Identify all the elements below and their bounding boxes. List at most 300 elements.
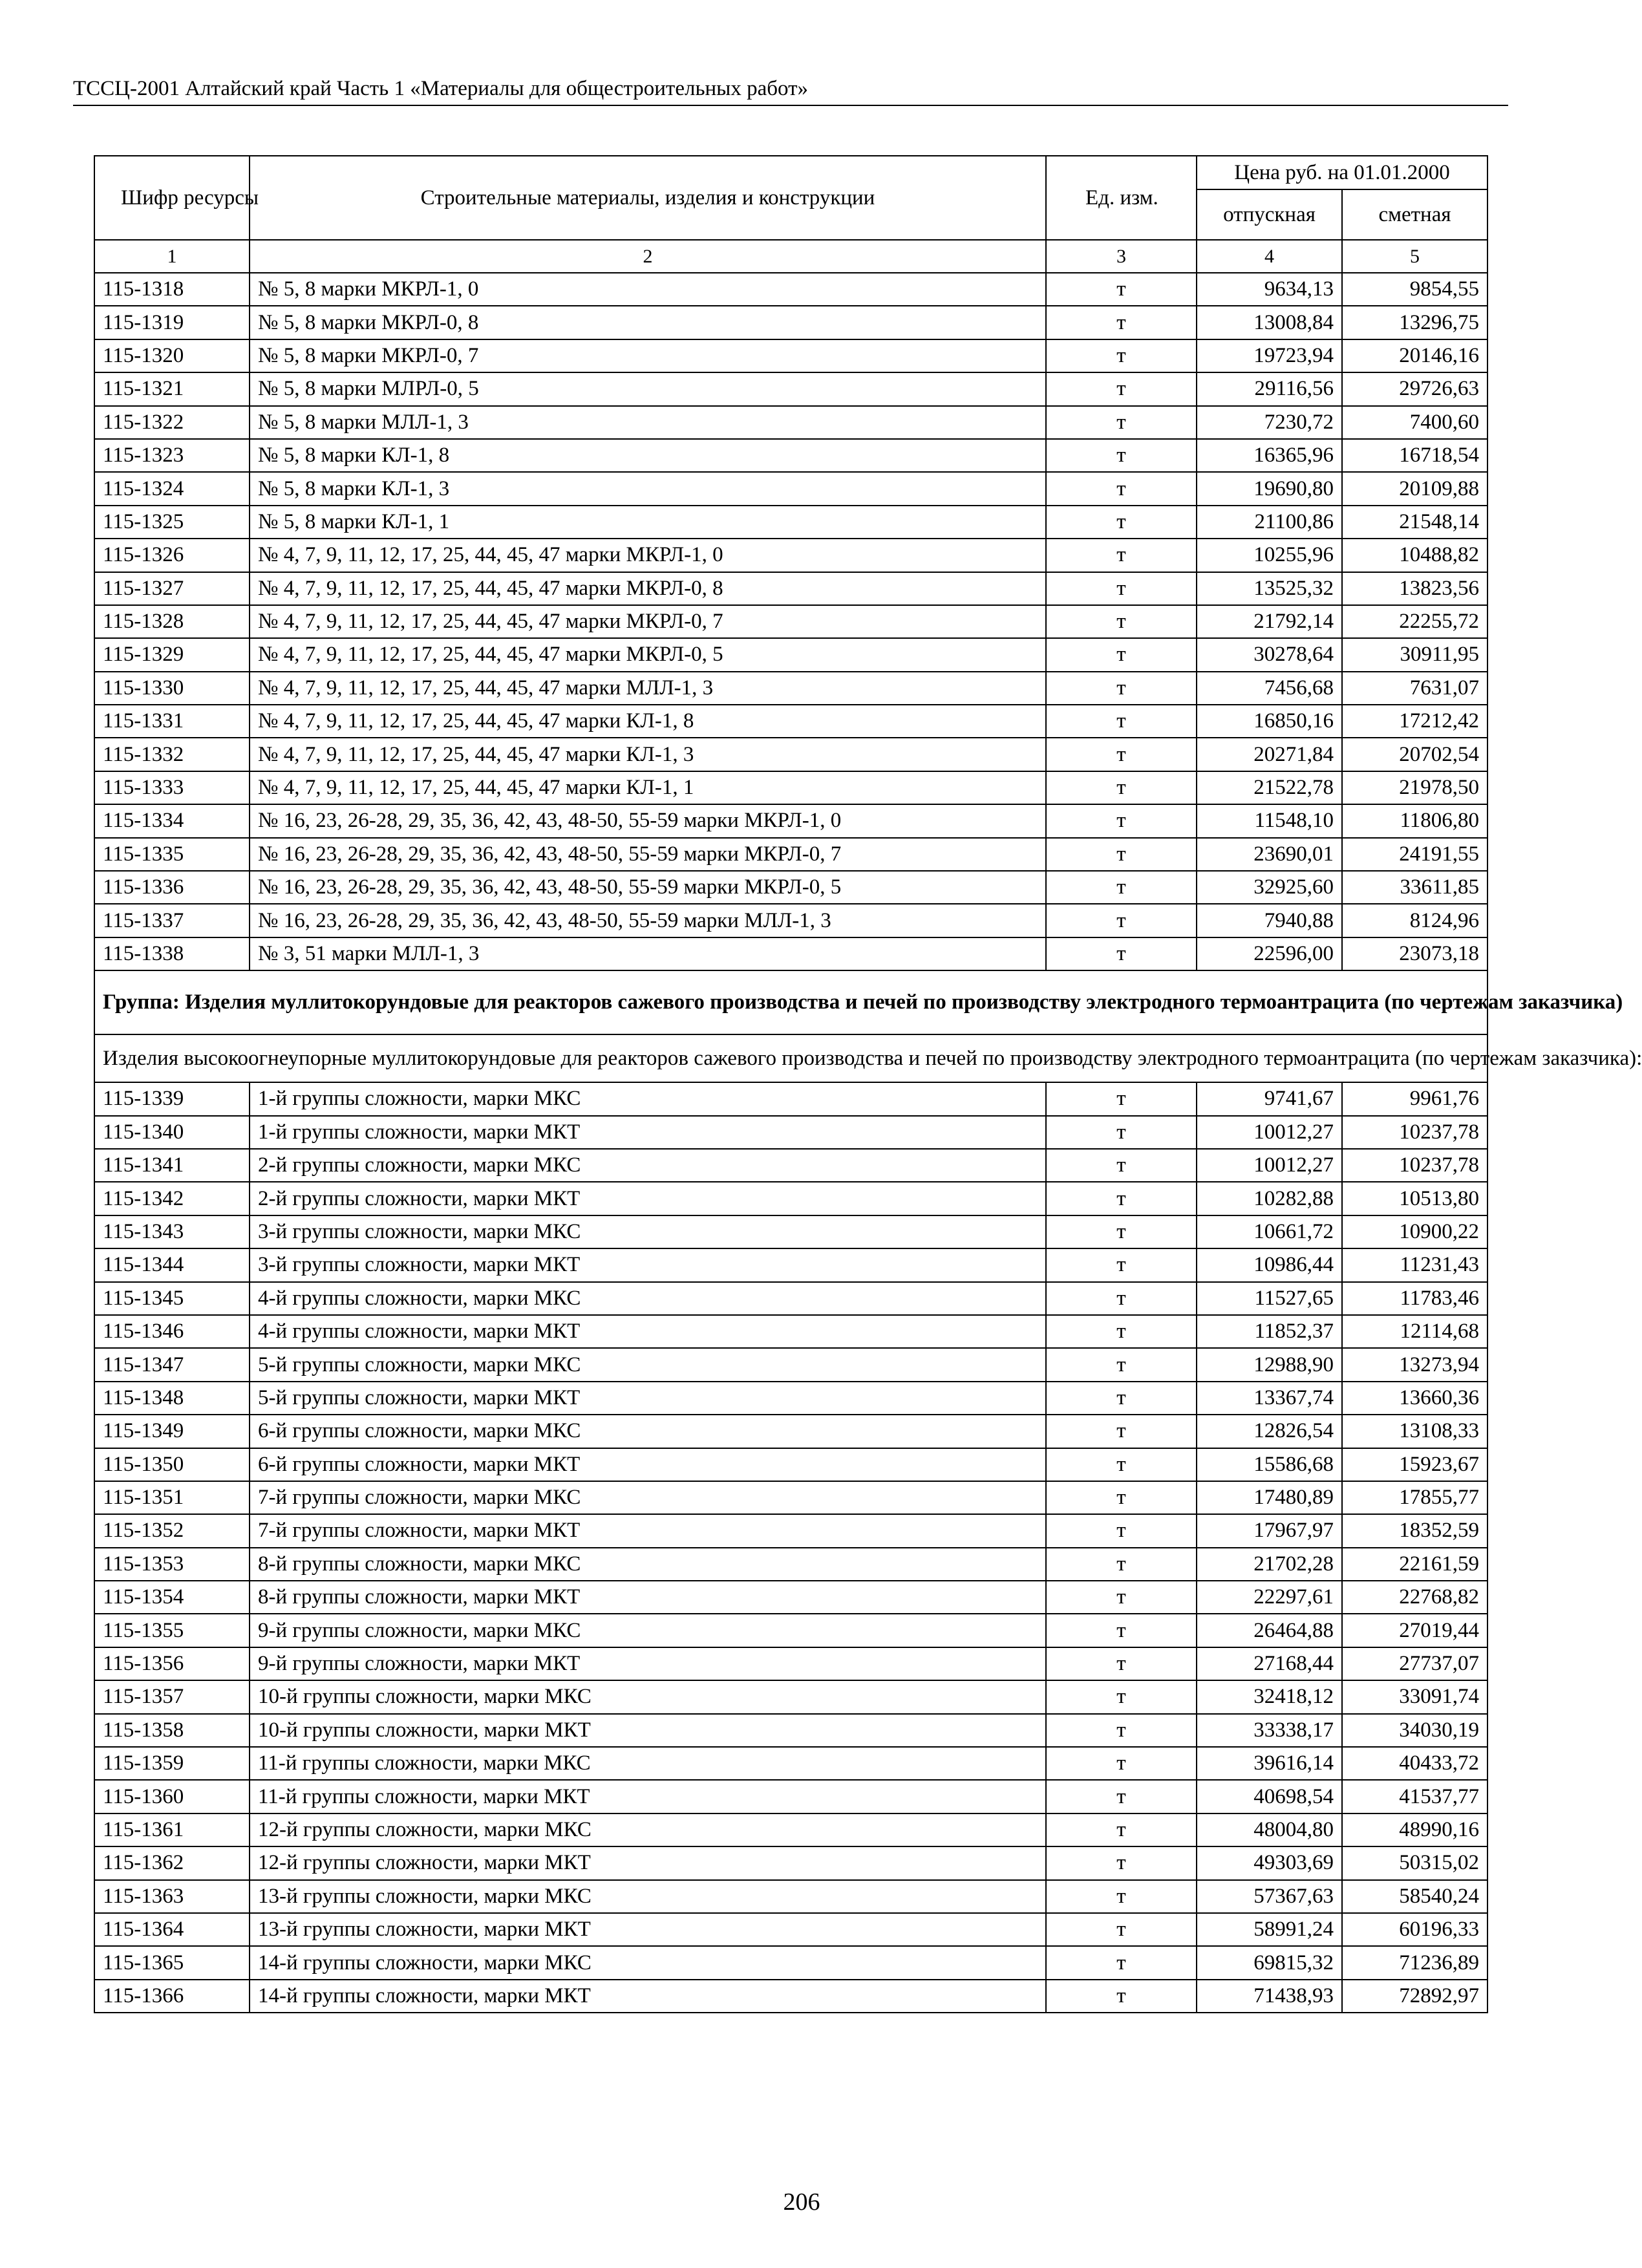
unit-cell: т [1046,539,1197,572]
unit-cell: т [1046,1248,1197,1281]
resource-code: 115-1366 [94,1980,250,2013]
resource-code: 115-1349 [94,1415,250,1448]
document-title: ТССЦ-2001 Алтайский край Часть 1 «Материалы для общестроительных работ» [73,77,809,100]
table-row [94,1116,1487,1149]
table-row [94,439,1487,472]
resource-code: 115-1343 [94,1215,250,1248]
material-name: 13-й группы сложности, марки МКТ [250,1913,1046,1946]
material-name: № 4, 7, 9, 11, 12, 17, 25, 44, 45, 47 марки МЛЛ-1, 3 [250,672,1046,705]
estimate-price: 7631,07 [1342,672,1487,705]
estimate-price: 13660,36 [1342,1382,1487,1415]
table-row [94,1846,1487,1879]
page-number: 206 [783,2188,820,2216]
resource-code: 115-1328 [94,605,250,638]
unit-cell: т [1046,937,1197,970]
material-name: № 16, 23, 26-28, 29, 35, 36, 42, 43, 48-50, 55-59 марки МКРЛ-0, 5 [250,871,1046,904]
table-row [94,871,1487,904]
estimate-price: 18352,59 [1342,1514,1487,1547]
estimate-price: 29726,63 [1342,372,1487,405]
material-name: № 5, 8 марки МЛЛ-1, 3 [250,406,1046,439]
release-price: 19690,80 [1197,472,1342,505]
estimate-price: 17212,42 [1342,705,1487,738]
material-name: № 16, 23, 26-28, 29, 35, 36, 42, 43, 48-50, 55-59 марки МКРЛ-1, 0 [250,804,1046,837]
estimate-price: 21548,14 [1342,506,1487,539]
table-row [94,771,1487,804]
estimate-price: 11806,80 [1342,804,1487,837]
table-row [94,1614,1487,1647]
estimate-price: 20146,16 [1342,339,1487,372]
release-price: 23690,01 [1197,838,1342,871]
estimate-price: 33611,85 [1342,871,1487,904]
resource-code: 115-1347 [94,1348,250,1381]
table-row [94,1714,1487,1747]
resource-code: 115-1363 [94,1880,250,1913]
table-row [94,1647,1487,1680]
resource-code: 115-1341 [94,1149,250,1182]
unit-cell: т [1046,1282,1197,1315]
release-price: 22297,61 [1197,1581,1342,1614]
estimate-price: 7400,60 [1342,406,1487,439]
release-price: 16365,96 [1197,439,1342,472]
column-number: 1 [94,240,250,273]
material-name: № 16, 23, 26-28, 29, 35, 36, 42, 43, 48-50, 55-59 марки МКРЛ-0, 7 [250,838,1046,871]
material-name: 9-й группы сложности, марки МКС [250,1614,1046,1647]
release-price: 13367,74 [1197,1382,1342,1415]
resource-code: 115-1323 [94,439,250,472]
material-name: 14-й группы сложности, марки МКТ [250,1980,1046,2013]
unit-cell: т [1046,672,1197,705]
table-row [94,1514,1487,1547]
col-header-code: Шифр ресурсы [94,156,250,240]
table-row [94,572,1487,605]
material-name: 12-й группы сложности, марки МКТ [250,1846,1046,1879]
resource-code: 115-1364 [94,1913,250,1946]
unit-cell: т [1046,439,1197,472]
material-name: 2-й группы сложности, марки МКС [250,1149,1046,1182]
resource-code: 115-1356 [94,1647,250,1680]
table-row [94,1548,1487,1581]
table-row [94,705,1487,738]
column-number: 4 [1197,240,1342,273]
unit-cell: т [1046,339,1197,372]
unit-cell: т [1046,804,1197,837]
unit-cell: т [1046,605,1197,638]
estimate-price: 13273,94 [1342,1348,1487,1381]
estimate-price: 11783,46 [1342,1282,1487,1315]
resource-code: 115-1340 [94,1116,250,1149]
table-row [94,539,1487,572]
release-price: 32925,60 [1197,871,1342,904]
release-price: 30278,64 [1197,638,1342,671]
unit-cell: т [1046,1813,1197,1846]
material-name: 3-й группы сложности, марки МКТ [250,1248,1046,1281]
table-row [94,1082,1487,1115]
resource-code: 115-1337 [94,904,250,937]
unit-cell: т [1046,572,1197,605]
material-name: № 5, 8 марки МКРЛ-0, 7 [250,339,1046,372]
estimate-price: 30911,95 [1342,638,1487,671]
table-row [94,1980,1487,2013]
resource-code: 115-1354 [94,1581,250,1614]
col-header-release: отпускная [1197,189,1342,240]
release-price: 33338,17 [1197,1714,1342,1747]
estimate-price: 13108,33 [1342,1415,1487,1448]
col-header-name: Строительные материалы, изделия и конструкции [250,156,1046,240]
table-row [94,672,1487,705]
resource-code: 115-1320 [94,339,250,372]
estimate-price: 60196,33 [1342,1913,1487,1946]
resource-code: 115-1350 [94,1448,250,1481]
release-price: 26464,88 [1197,1614,1342,1647]
resource-code: 115-1348 [94,1382,250,1415]
col-header-unit: Ед. изм. [1046,156,1197,240]
unit-cell: т [1046,1980,1197,2013]
unit-cell: т [1046,306,1197,339]
table-row [94,937,1487,970]
table-row [94,605,1487,638]
table-row [94,1481,1487,1514]
estimate-price: 22161,59 [1342,1548,1487,1581]
material-name: 2-й группы сложности, марки МКТ [250,1182,1046,1215]
resource-code: 115-1318 [94,273,250,306]
unit-cell: т [1046,1647,1197,1680]
table-row [94,1880,1487,1913]
resource-code: 115-1322 [94,406,250,439]
release-price: 21702,28 [1197,1548,1342,1581]
unit-cell: т [1046,1714,1197,1747]
resource-code: 115-1329 [94,638,250,671]
estimate-price: 16718,54 [1342,439,1487,472]
unit-cell: т [1046,1348,1197,1381]
table-row [94,306,1487,339]
unit-cell: т [1046,1315,1197,1348]
unit-cell: т [1046,372,1197,405]
release-price: 39616,14 [1197,1747,1342,1780]
material-name: 8-й группы сложности, марки МКТ [250,1581,1046,1614]
resource-code: 115-1319 [94,306,250,339]
release-price: 13525,32 [1197,572,1342,605]
resource-code: 115-1353 [94,1548,250,1581]
material-name: № 5, 8 марки МКРЛ-1, 0 [250,273,1046,306]
unit-cell: т [1046,838,1197,871]
table-row [94,506,1487,539]
estimate-price: 50315,02 [1342,1846,1487,1879]
estimate-price: 22768,82 [1342,1581,1487,1614]
unit-cell: т [1046,904,1197,937]
release-price: 16850,16 [1197,705,1342,738]
material-name: 4-й группы сложности, марки МКТ [250,1315,1046,1348]
table-row [94,472,1487,505]
estimate-price: 41537,77 [1342,1780,1487,1813]
release-price: 22596,00 [1197,937,1342,970]
resource-code: 115-1331 [94,705,250,738]
unit-cell: т [1046,1382,1197,1415]
estimate-price: 58540,24 [1342,1880,1487,1913]
release-price: 11548,10 [1197,804,1342,837]
release-price: 9741,67 [1197,1082,1342,1115]
table-row [94,1913,1487,1946]
unit-cell: т [1046,771,1197,804]
resource-code: 115-1326 [94,539,250,572]
release-price: 21792,14 [1197,605,1342,638]
resource-code: 115-1327 [94,572,250,605]
resource-code: 115-1346 [94,1315,250,1348]
estimate-price: 10237,78 [1342,1149,1487,1182]
estimate-price: 27737,07 [1342,1647,1487,1680]
unit-cell: т [1046,738,1197,771]
resource-code: 115-1342 [94,1182,250,1215]
material-name: 14-й группы сложности, марки МКС [250,1946,1046,1979]
release-price: 29116,56 [1197,372,1342,405]
table-row [94,838,1487,871]
material-name: 5-й группы сложности, марки МКТ [250,1382,1046,1415]
material-name: 12-й группы сложности, марки МКС [250,1813,1046,1846]
release-price: 7456,68 [1197,672,1342,705]
price-table [94,155,1642,2013]
unit-cell: т [1046,705,1197,738]
estimate-price: 9961,76 [1342,1082,1487,1115]
estimate-price: 34030,19 [1342,1714,1487,1747]
table-row [94,1149,1487,1182]
release-price: 58991,24 [1197,1913,1342,1946]
table-row [94,406,1487,439]
group-description: Изделия высокоогнеупорные муллитокорундовые для реакторов сажевого производства и печей по производству электродного термоантрацита (по чертежам заказчика): [94,1034,1487,1082]
estimate-price: 13296,75 [1342,306,1487,339]
unit-cell: т [1046,1780,1197,1813]
unit-cell: т [1046,406,1197,439]
unit-cell: т [1046,273,1197,306]
release-price: 20271,84 [1197,738,1342,771]
column-number: 2 [250,240,1046,273]
resource-code: 115-1324 [94,472,250,505]
table-row [94,1182,1487,1215]
release-price: 10282,88 [1197,1182,1342,1215]
estimate-price: 17855,77 [1342,1481,1487,1514]
resource-code: 115-1332 [94,738,250,771]
material-name: № 4, 7, 9, 11, 12, 17, 25, 44, 45, 47 марки МКРЛ-0, 8 [250,572,1046,605]
unit-cell: т [1046,1182,1197,1215]
table-row [94,372,1487,405]
release-price: 32418,12 [1197,1680,1342,1713]
estimate-price: 10513,80 [1342,1182,1487,1215]
column-number: 3 [1046,240,1197,273]
material-name: № 4, 7, 9, 11, 12, 17, 25, 44, 45, 47 марки КЛ-1, 8 [250,705,1046,738]
release-price: 27168,44 [1197,1647,1342,1680]
release-price: 10986,44 [1197,1248,1342,1281]
release-price: 9634,13 [1197,273,1342,306]
estimate-price: 20702,54 [1342,738,1487,771]
resource-code: 115-1330 [94,672,250,705]
resource-code: 115-1362 [94,1846,250,1879]
estimate-price: 21978,50 [1342,771,1487,804]
estimate-price: 20109,88 [1342,472,1487,505]
table-row [94,1415,1487,1448]
release-price: 12826,54 [1197,1415,1342,1448]
table-row [94,1282,1487,1315]
resource-code: 115-1339 [94,1082,250,1115]
estimate-price: 23073,18 [1342,937,1487,970]
resource-code: 115-1338 [94,937,250,970]
table-row [94,1813,1487,1846]
estimate-price: 15923,67 [1342,1448,1487,1481]
unit-cell: т [1046,1880,1197,1913]
material-name: № 5, 8 марки МКРЛ-0, 8 [250,306,1046,339]
material-name: 6-й группы сложности, марки МКТ [250,1448,1046,1481]
material-name: 1-й группы сложности, марки МКС [250,1082,1046,1115]
table-row [94,1448,1487,1481]
table-row [94,1747,1487,1780]
group-title: Группа: Изделия муллитокорундовые для реакторов сажевого производства и печей по производству электродного термоантрацита (по чертежам заказчика) [94,970,1487,1034]
release-price: 40698,54 [1197,1780,1342,1813]
resource-code: 115-1325 [94,506,250,539]
material-name: 10-й группы сложности, марки МКС [250,1680,1046,1713]
material-name: 13-й группы сложности, марки МКС [250,1880,1046,1913]
material-name: № 4, 7, 9, 11, 12, 17, 25, 44, 45, 47 марки КЛ-1, 1 [250,771,1046,804]
release-price: 17967,97 [1197,1514,1342,1547]
unit-cell: т [1046,638,1197,671]
group-row [94,970,1487,1034]
table-row [94,1946,1487,1979]
estimate-price: 13823,56 [1342,572,1487,605]
estimate-price: 71236,89 [1342,1946,1487,1979]
unit-cell: т [1046,506,1197,539]
material-name: № 3, 51 марки МЛЛ-1, 3 [250,937,1046,970]
estimate-price: 33091,74 [1342,1680,1487,1713]
material-name: 9-й группы сложности, марки МКТ [250,1647,1046,1680]
release-price: 21100,86 [1197,506,1342,539]
table-row [94,638,1487,671]
unit-cell: т [1046,1581,1197,1614]
unit-cell: т [1046,1548,1197,1581]
resource-code: 115-1321 [94,372,250,405]
unit-cell: т [1046,1680,1197,1713]
release-price: 7940,88 [1197,904,1342,937]
resource-code: 115-1344 [94,1248,250,1281]
material-name: № 4, 7, 9, 11, 12, 17, 25, 44, 45, 47 марки МКРЛ-0, 5 [250,638,1046,671]
release-price: 17480,89 [1197,1481,1342,1514]
resource-code: 115-1345 [94,1282,250,1315]
material-name: 11-й группы сложности, марки МКТ [250,1780,1046,1813]
col-header-estimate: сметная [1342,189,1487,240]
header-row [94,156,1487,189]
estimate-price: 22255,72 [1342,605,1487,638]
estimate-price: 9854,55 [1342,273,1487,306]
release-price: 10012,27 [1197,1116,1342,1149]
material-name: 5-й группы сложности, марки МКС [250,1348,1046,1381]
material-name: № 16, 23, 26-28, 29, 35, 36, 42, 43, 48-50, 55-59 марки МЛЛ-1, 3 [250,904,1046,937]
release-price: 7230,72 [1197,406,1342,439]
unit-cell: т [1046,1481,1197,1514]
material-name: 3-й группы сложности, марки МКС [250,1215,1046,1248]
col-header-price: Цена руб. на 01.01.2000 [1197,156,1487,189]
table-row [94,1680,1487,1713]
estimate-price: 40433,72 [1342,1747,1487,1780]
unit-cell: т [1046,871,1197,904]
release-price: 71438,93 [1197,1980,1342,2013]
running-header [73,72,1508,106]
table-row [94,1215,1487,1248]
material-name: № 5, 8 марки КЛ-1, 1 [250,506,1046,539]
resource-code: 115-1336 [94,871,250,904]
unit-cell: т [1046,1614,1197,1647]
group-description-row [94,1034,1487,1082]
unit-cell: т [1046,1846,1197,1879]
table-row [94,1382,1487,1415]
table-row [94,273,1487,306]
material-name: № 4, 7, 9, 11, 12, 17, 25, 44, 45, 47 марки КЛ-1, 3 [250,738,1046,771]
resource-code: 115-1355 [94,1614,250,1647]
table-row [94,738,1487,771]
material-name: 1-й группы сложности, марки МКТ [250,1116,1046,1149]
release-price: 69815,32 [1197,1946,1342,1979]
material-name: 11-й группы сложности, марки МКС [250,1747,1046,1780]
unit-cell: т [1046,1946,1197,1979]
release-price: 12988,90 [1197,1348,1342,1381]
unit-cell: т [1046,1415,1197,1448]
release-price: 15586,68 [1197,1448,1342,1481]
resource-code: 115-1335 [94,838,250,871]
release-price: 13008,84 [1197,306,1342,339]
release-price: 48004,80 [1197,1813,1342,1846]
unit-cell: т [1046,1747,1197,1780]
table-row [94,1581,1487,1614]
material-name: № 4, 7, 9, 11, 12, 17, 25, 44, 45, 47 марки МКРЛ-1, 0 [250,539,1046,572]
release-price: 11527,65 [1197,1282,1342,1315]
estimate-price: 48990,16 [1342,1813,1487,1846]
release-price: 11852,37 [1197,1315,1342,1348]
resource-code: 115-1351 [94,1481,250,1514]
release-price: 49303,69 [1197,1846,1342,1879]
release-price: 21522,78 [1197,771,1342,804]
unit-cell: т [1046,1116,1197,1149]
resource-code: 115-1352 [94,1514,250,1547]
resource-code: 115-1333 [94,771,250,804]
material-name: 10-й группы сложности, марки МКТ [250,1714,1046,1747]
resource-code: 115-1360 [94,1780,250,1813]
estimate-price: 8124,96 [1342,904,1487,937]
material-name: 4-й группы сложности, марки МКС [250,1282,1046,1315]
release-price: 10661,72 [1197,1215,1342,1248]
material-name: № 4, 7, 9, 11, 12, 17, 25, 44, 45, 47 марки МКРЛ-0, 7 [250,605,1046,638]
material-name: № 5, 8 марки МЛРЛ-0, 5 [250,372,1046,405]
release-price: 57367,63 [1197,1880,1342,1913]
table-row [94,1315,1487,1348]
material-name: № 5, 8 марки КЛ-1, 3 [250,472,1046,505]
material-name: 6-й группы сложности, марки МКС [250,1415,1046,1448]
unit-cell: т [1046,1448,1197,1481]
resource-code: 115-1358 [94,1714,250,1747]
table-row [94,1348,1487,1381]
table-row [94,1780,1487,1813]
table-row [94,804,1487,837]
table-row [94,1248,1487,1281]
table-row [94,904,1487,937]
estimate-price: 12114,68 [1342,1315,1487,1348]
resource-code: 115-1359 [94,1747,250,1780]
resource-code: 115-1365 [94,1946,250,1979]
unit-cell: т [1046,1514,1197,1547]
release-price: 19723,94 [1197,339,1342,372]
table-row [94,339,1487,372]
material-name: 8-й группы сложности, марки МКС [250,1548,1046,1581]
unit-cell: т [1046,1149,1197,1182]
estimate-price: 11231,43 [1342,1248,1487,1281]
estimate-price: 10900,22 [1342,1215,1487,1248]
release-price: 10012,27 [1197,1149,1342,1182]
column-number-row [94,240,1487,273]
estimate-price: 24191,55 [1342,838,1487,871]
estimate-price: 72892,97 [1342,1980,1487,2013]
